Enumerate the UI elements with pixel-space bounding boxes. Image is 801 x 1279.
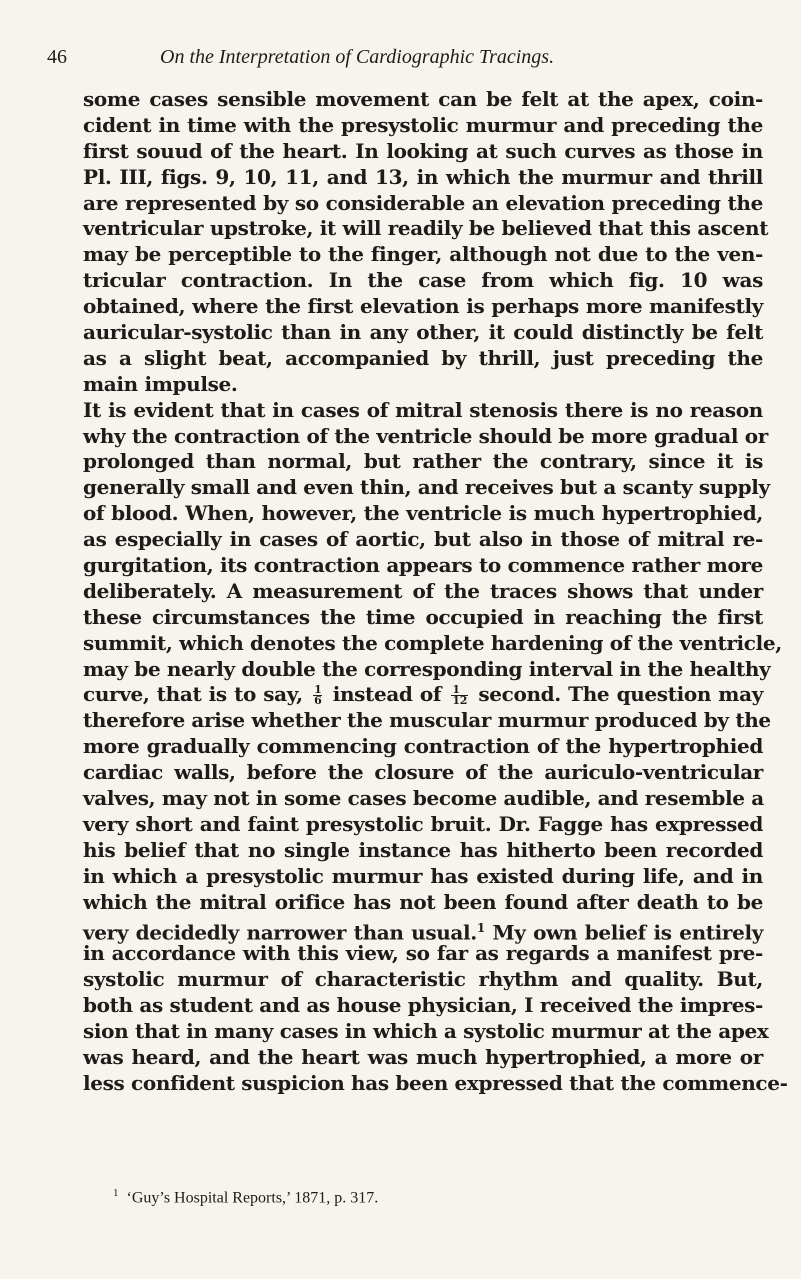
text-line: was heard, and the heart was much hypertrophied, a more or xyxy=(83,1044,763,1069)
text-line: sion that in many cases in which a systolic murmur at the apex xyxy=(83,1019,769,1044)
text-line: in which a presystolic murmur has existed during life, and in xyxy=(83,863,763,888)
text-line: auricular-systolic than in any other, it could distinctly be felt xyxy=(83,320,763,345)
text-line: both as student and as house physician, I received the impres- xyxy=(83,993,763,1018)
footnote-reference: 1 xyxy=(476,920,485,935)
footnote-marker: 1 xyxy=(113,1187,119,1199)
text-line: ventricular upstroke, it will readily be believed that this ascent xyxy=(83,216,769,241)
text-line: some cases sensible movement can be felt at the apex, coin- xyxy=(83,87,763,111)
text-line: cardiac walls, before the closure of the auriculo-ventricular xyxy=(83,760,763,785)
fraction-one-twelfth: $\frac{1}{12}$ xyxy=(452,683,468,708)
text-line: his belief that no single instance has hitherto been recorded xyxy=(83,837,763,862)
text-line: as a slight beat, accompanied by thrill, just preceding the xyxy=(83,345,763,370)
footnote xyxy=(113,1187,378,1207)
body-text xyxy=(83,87,788,1097)
text-line: tricular contraction. In the case from which fig. 10 was xyxy=(83,268,763,293)
text-line: may be perceptible to the finger, although not due to the ven- xyxy=(83,242,763,267)
text-line: main impulse. xyxy=(83,371,238,396)
running-title: On the Interpretation of Cardiographic Tracings. xyxy=(160,46,555,68)
text-line: valves, may not in some cases become audible, and resemble a xyxy=(83,786,764,811)
text-line: deliberately. A measurement of the traces shows that under xyxy=(83,578,763,603)
text-line: why the contraction of the ventricle should be more gradual or xyxy=(83,423,768,448)
text-line: therefore arise whether the muscular murmur produced by the xyxy=(83,708,771,733)
text-line: first souud of the heart. In looking at such curves as those in xyxy=(83,138,763,163)
text-line: are represented by so considerable an elevation preceding the xyxy=(83,190,763,215)
text-line: these circumstances the time occupied in reaching the first xyxy=(83,604,763,629)
text-line: cident in time with the presystolic murmur and preceding the xyxy=(83,112,763,137)
text-line: generally small and even thin, and receives but a scanty supply xyxy=(83,475,770,500)
text-line: more gradually commencing contraction of the hypertrophied xyxy=(83,734,763,759)
text-line: of blood. When, however, the ventricle is much hypertrophied, xyxy=(83,501,763,526)
text-line: summit, which denotes the complete hardening of the ventricle, xyxy=(83,630,782,655)
page-header xyxy=(47,46,731,76)
footnote-text: ‘Guy’s Hospital Reports,’ 1871, p. 317. xyxy=(126,1189,379,1207)
text-line: in accordance with this view, so far as regards a manifest pre- xyxy=(83,941,763,966)
text-line: obtained, where the first elevation is perhaps more manifestly xyxy=(83,294,763,319)
text-line: prolonged than normal, but rather the contrary, since it is xyxy=(83,449,763,474)
text-line: as especially in cases of aortic, but also in those of mitral re- xyxy=(83,527,763,552)
text-line: systolic murmur of characteristic rhythm and quality. But, xyxy=(83,967,763,992)
text-line-fractions: curve, that is to say, $\frac{1}{6}$ instead of $\frac{1}{12}$ second. The question may xyxy=(83,682,763,708)
page-number: 46 xyxy=(47,46,67,68)
text-line: very short and faint presystolic bruit. Dr. Fagge has expressed xyxy=(83,811,763,836)
text-line: may be nearly double the corresponding interval in the healthy xyxy=(83,656,771,681)
text-line: gurgitation, its contraction appears to commence rather more xyxy=(83,553,763,578)
text-line: which the mitral orifice has not been found after death to be xyxy=(83,889,763,914)
text-line: It is evident that in cases of mitral stenosis there is no reason xyxy=(83,397,763,422)
text-line: less confident suspicion has been expressed that the commence- xyxy=(83,1070,788,1095)
text-line-footnote-ref: very decidedly narrower than usual.$^1$ My own belief is entirely xyxy=(83,920,763,945)
text-line: Pl. III, figs. 9, 10, 11, and 13, in which the murmur and thrill xyxy=(83,164,763,189)
fraction-one-sixth: $\frac{1}{6}$ xyxy=(314,683,322,708)
